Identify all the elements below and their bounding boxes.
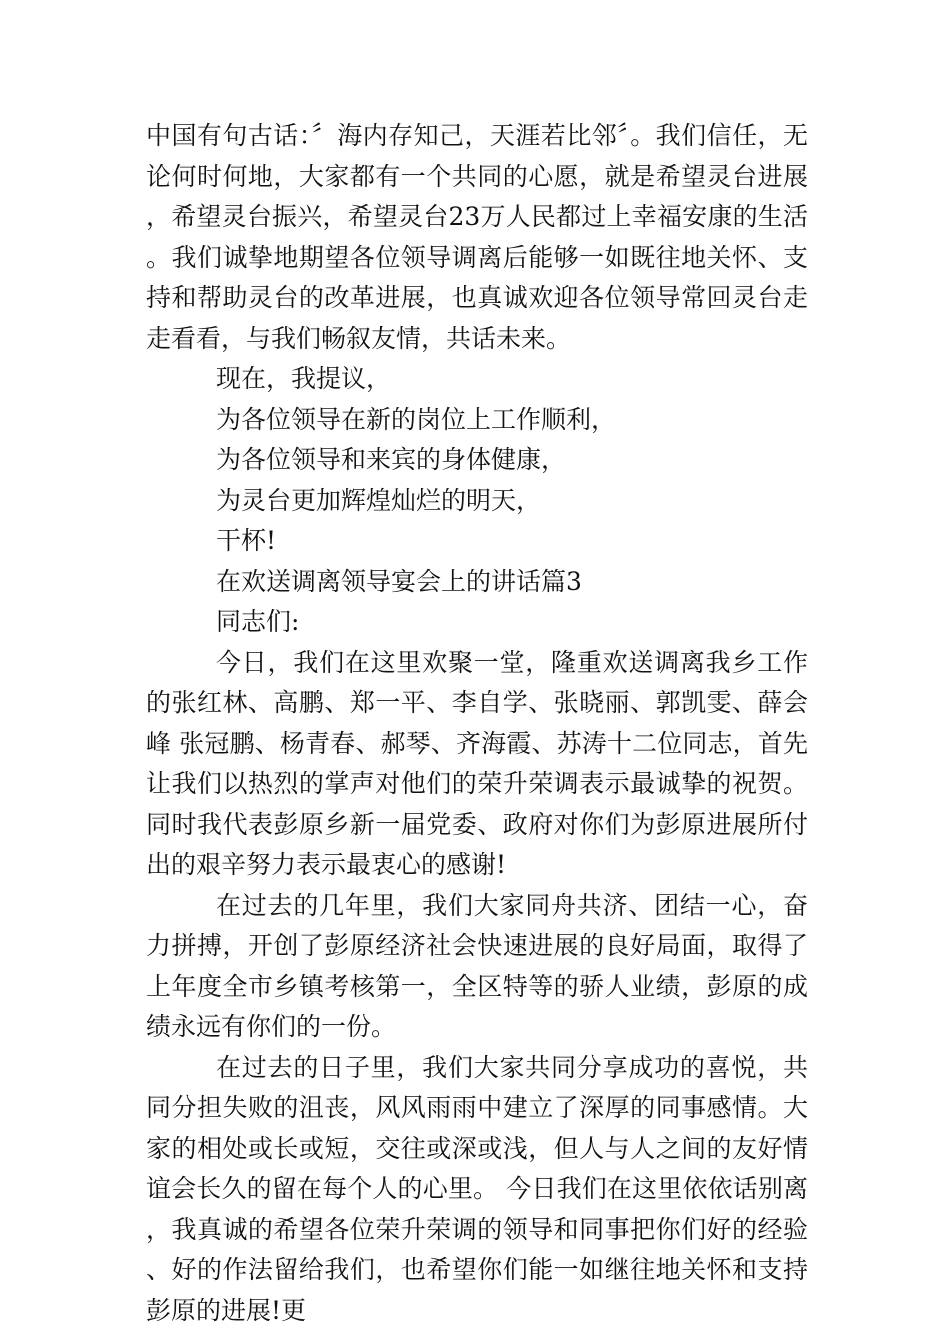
paragraph-past-years: 在过去的几年里，我们大家同舟共济、团结一心，奋力拼搏，开创了彭原经济社会快速进展的良好局面，取得了上年度全市乡镇考核第一，全区特等的骄人业绩，彭原的成绩永远有你们的一份。	[146, 890, 808, 1041]
paragraph-past-days: 在过去的日子里，我们大家共同分享成功的喜悦，共同分担失败的沮丧，风风雨雨中建立了深厚的同事感情。大家的相处或长或短，交往或深或浅，但人与人之间的友好情谊会长久的留在每个人的心里。 今日我们在这里依依话别离，我真诚的希望各位荣升荣调的领导和同事把你们好的经验、好的作法留给我们，也希望你们能一如继往地关怀和支持彭原的进展!更	[146, 1052, 808, 1325]
paragraph-toast-line-2: 为各位领导和来宾的身体健康，	[216, 445, 567, 474]
body-text	[146, 116, 808, 1331]
section-heading: 在欢送调离领导宴会上的讲话篇3	[216, 566, 582, 596]
paragraph-toast-line-1: 为各位领导在新的岗位上工作顺利，	[216, 404, 617, 434]
salutation: 同志们:	[216, 607, 300, 636]
paragraph-toast-intro: 现在，我提议，	[216, 364, 392, 393]
paragraph-closing-wishes: 中国有句古话：〞海内存知己，天涯若比邻〞。我们信任，无论何时何地，大家都有一个共同的心愿，就是希望灵台进展，希望灵台振兴，希望灵台23万人民都过上幸福安康的生活。我们诚挚地期望各位领导调离后能够一如既往地关怀、支持和帮助灵台的改革进展，也真诚欢迎各位领导常回灵台走走看看，与我们畅叙友情，共话未来。	[146, 121, 808, 353]
paragraph-farewell-intro: 今日，我们在这里欢聚一堂，隆重欢送调离我乡工作的张红林、高鹏、郑一平、李自学、张晓丽、郭凯雯、薛会峰 张冠鹏、杨青春、郝琴、齐海霞、苏涛十二位同志，首先让我们以热烈的掌声对他们的荣升荣调表示最诚挚的祝贺。同时我代表彭原乡新一届党委、政府对你们为彭原进展所付出的艰辛努力表示最衷心的感谢!	[146, 647, 808, 879]
paragraph-cheers: 干杯!	[216, 526, 277, 555]
paragraph-toast-line-3: 为灵台更加辉煌灿烂的明天，	[216, 485, 542, 515]
